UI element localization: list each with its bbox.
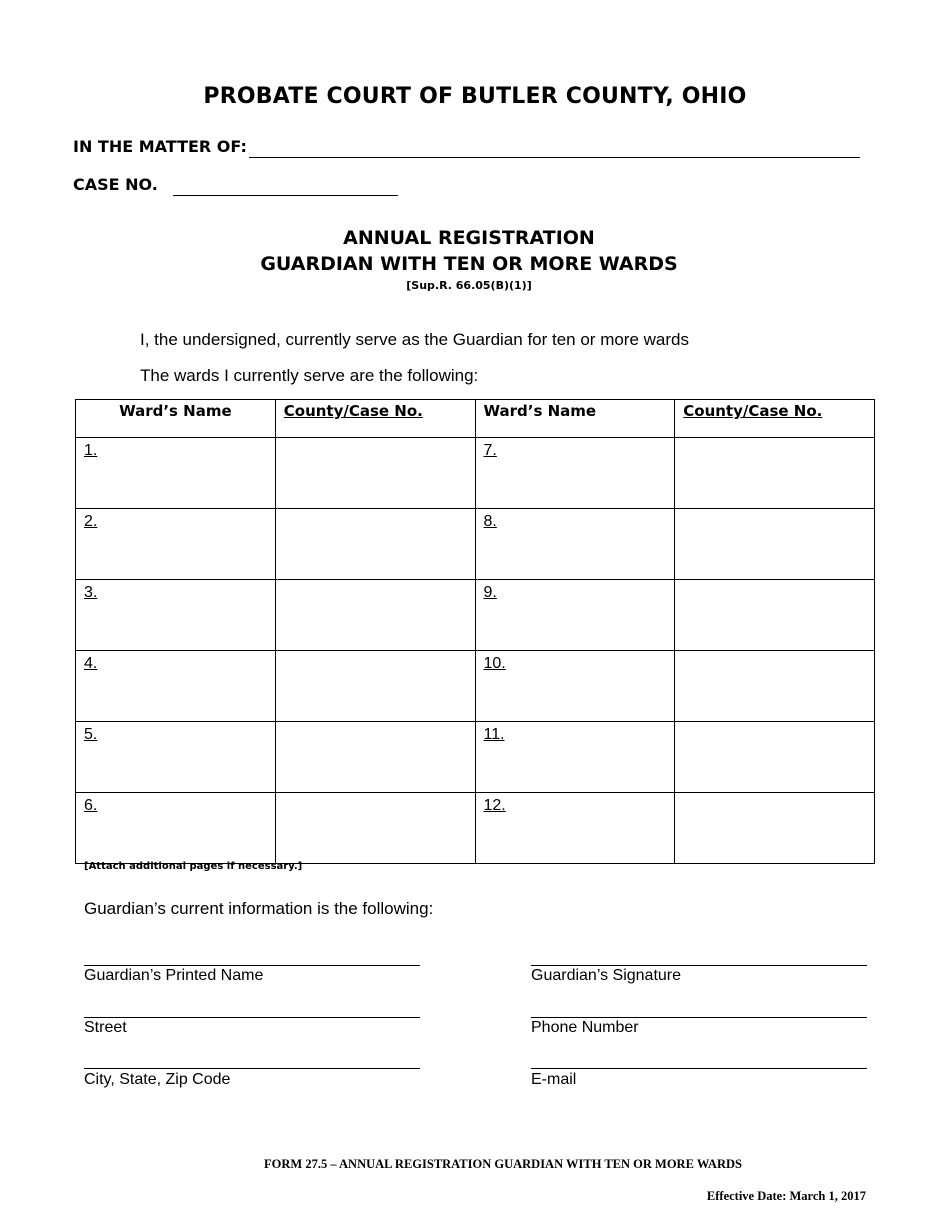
wards-table xyxy=(75,399,875,864)
rule-reference: [Sup.R. 66.05(B)(1)] xyxy=(406,279,532,292)
form-title-line1: ANNUAL REGISTRATION xyxy=(343,227,595,249)
ward-number: 5. xyxy=(84,726,98,743)
ward-number: 11. xyxy=(483,726,505,743)
header-county-case-left: County/Case No. xyxy=(275,400,475,438)
header-county-case-right: County/Case No. xyxy=(675,400,875,438)
ward-number: 9. xyxy=(483,584,497,601)
county-case-cell-12[interactable] xyxy=(675,793,875,864)
county-case-cell-9[interactable] xyxy=(675,580,875,651)
county-case-cell-10[interactable] xyxy=(675,651,875,722)
ward-number: 10. xyxy=(483,655,506,672)
table-row xyxy=(76,438,875,509)
county-case-cell-1[interactable] xyxy=(275,438,475,509)
matter-label: IN THE MATTER OF: xyxy=(73,137,247,156)
printed-name-field[interactable] xyxy=(84,965,420,966)
county-case-cell-6[interactable] xyxy=(275,793,475,864)
ward-number: 6. xyxy=(84,797,98,814)
guardian-info-intro: Guardian’s current information is the following: xyxy=(84,899,434,918)
ward-name-cell-11[interactable] xyxy=(475,722,675,793)
ward-name-cell-7[interactable] xyxy=(475,438,675,509)
ward-number: 3. xyxy=(84,584,98,601)
ward-name-cell-3[interactable] xyxy=(76,580,276,651)
attach-pages-note: [Attach additional pages if necessary.] xyxy=(84,861,303,872)
table-row xyxy=(76,509,875,580)
county-case-cell-3[interactable] xyxy=(275,580,475,651)
phone-label: Phone Number xyxy=(531,1019,639,1036)
county-case-cell-4[interactable] xyxy=(275,651,475,722)
table-row xyxy=(76,580,875,651)
table-row xyxy=(76,651,875,722)
ward-name-cell-8[interactable] xyxy=(475,509,675,580)
ward-number: 2. xyxy=(84,513,98,530)
street-field[interactable] xyxy=(84,1017,420,1018)
ward-number: 7. xyxy=(483,442,497,459)
printed-name-label: Guardian’s Printed Name xyxy=(84,967,264,984)
ward-name-cell-1[interactable] xyxy=(76,438,276,509)
ward-name-cell-10[interactable] xyxy=(475,651,675,722)
county-case-cell-11[interactable] xyxy=(675,722,875,793)
county-case-cell-5[interactable] xyxy=(275,722,475,793)
header-wards-name-left: Ward’s Name xyxy=(76,400,276,438)
ward-name-cell-4[interactable] xyxy=(76,651,276,722)
case-label: CASE NO. xyxy=(73,175,158,194)
table-header-row xyxy=(76,400,875,438)
ward-name-cell-5[interactable] xyxy=(76,722,276,793)
ward-number: 12. xyxy=(483,797,506,814)
ward-name-cell-6[interactable] xyxy=(76,793,276,864)
county-case-cell-7[interactable] xyxy=(675,438,875,509)
signature-field[interactable] xyxy=(531,965,867,966)
case-number-field[interactable] xyxy=(173,195,398,196)
footer-effective-date: Effective Date: March 1, 2017 xyxy=(706,1189,866,1203)
footer-form-name: FORM 27.5 – ANNUAL REGISTRATION GUARDIAN WITH TEN OR MORE WARDS xyxy=(264,1157,742,1171)
wards-intro: The wards I currently serve are the following: xyxy=(140,366,479,385)
form-title-line2: GUARDIAN WITH TEN OR MORE WARDS xyxy=(260,253,678,275)
phone-field[interactable] xyxy=(531,1017,867,1018)
ward-number: 4. xyxy=(84,655,98,672)
ward-name-cell-12[interactable] xyxy=(475,793,675,864)
court-title: PROBATE COURT OF BUTLER COUNTY, OHIO xyxy=(203,84,747,109)
table-row xyxy=(76,793,875,864)
ward-number: 8. xyxy=(483,513,497,530)
table-row xyxy=(76,722,875,793)
city-state-zip-field[interactable] xyxy=(84,1068,420,1069)
guardian-statement: I, the undersigned, currently serve as the Guardian for ten or more wards xyxy=(140,330,689,349)
county-case-cell-2[interactable] xyxy=(275,509,475,580)
header-wards-name-right: Ward’s Name xyxy=(475,400,675,438)
street-label: Street xyxy=(84,1019,127,1036)
county-case-cell-8[interactable] xyxy=(675,509,875,580)
ward-number: 1. xyxy=(84,442,98,459)
matter-field[interactable] xyxy=(249,157,860,158)
email-field[interactable] xyxy=(531,1068,867,1069)
ward-name-cell-9[interactable] xyxy=(475,580,675,651)
email-label: E-mail xyxy=(531,1071,577,1088)
city-state-zip-label: City, State, Zip Code xyxy=(84,1071,231,1088)
ward-name-cell-2[interactable] xyxy=(76,509,276,580)
signature-label: Guardian’s Signature xyxy=(531,967,682,984)
